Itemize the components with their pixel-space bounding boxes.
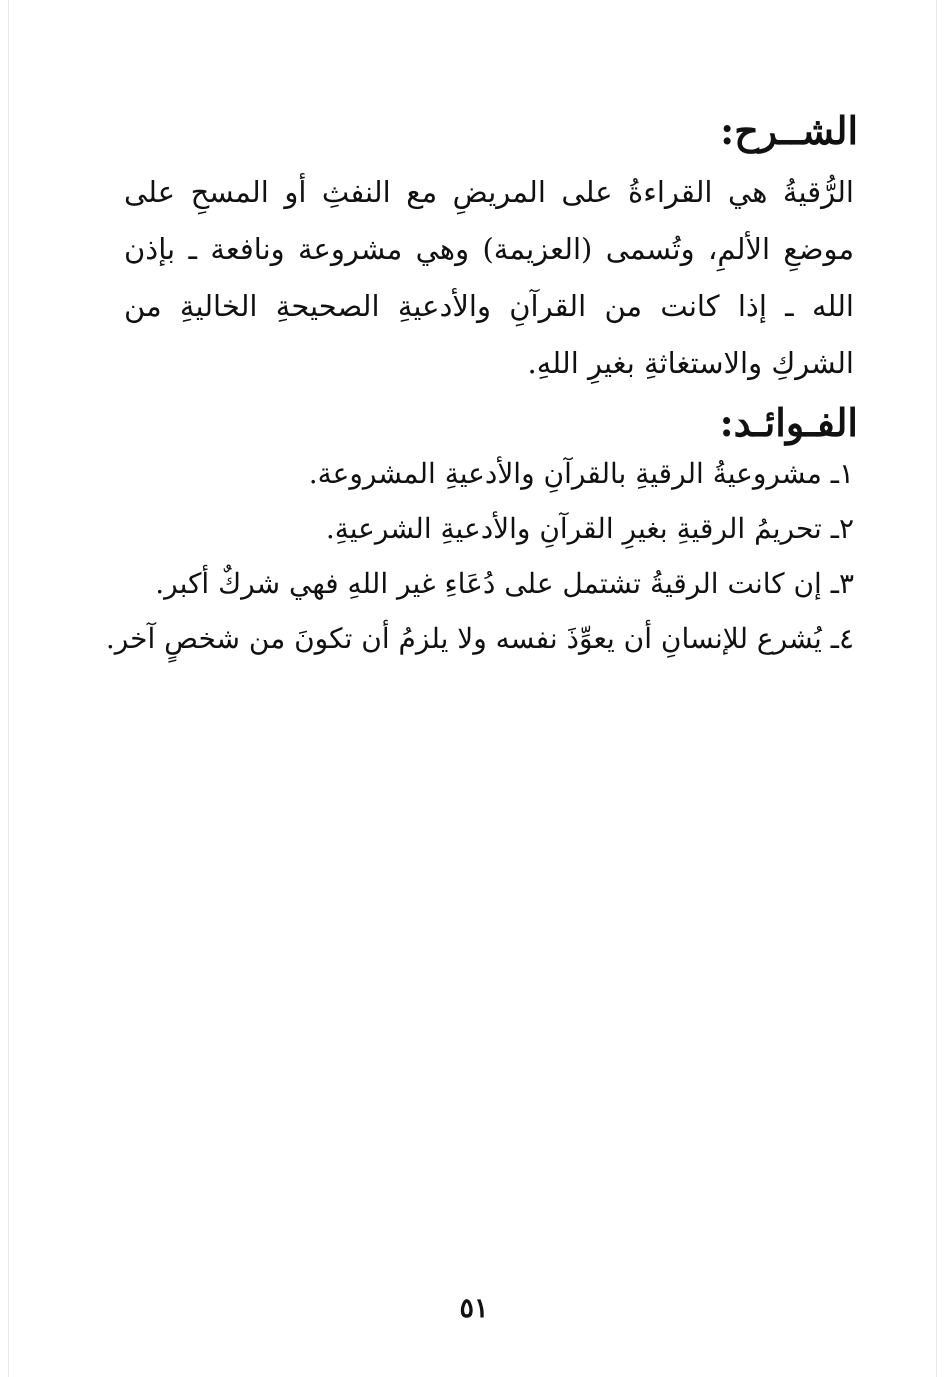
benefit-item-3: ٣ـ إن كانت الرقيةُ تشتمل على دُعَاءِ غير اللهِ فهي شركٌ أكبر. (155, 567, 854, 600)
benefit-item-1: ١ـ مشروعيةُ الرقيةِ بالقرآنِ والأدعيةِ المشروعة. (308, 457, 854, 490)
page-number: ٥١ (459, 1293, 489, 1324)
sharh-heading: الشــرح: (720, 108, 858, 153)
sharh-paragraph: الرُّقيةُ هي القراءةُ على المريضِ مع النفثِ أو المسحِ على موضعِ الألمِ، وتُسمى (العزيمة) وهي مشروعة ونافعة ـ بإذن الله ـ إذا كانت من القرآنِ والأدعيةِ الصحيحةِ الخاليةِ من الشركِ والاستغاثةِ بغيرِ اللهِ. (124, 175, 854, 380)
benefit-item-2: ٢ـ تحريمُ الرقيةِ بغيرِ القرآنِ والأدعيةِ الشرعيةِ. (325, 512, 854, 545)
benefit-item-4: ٤ـ يُشرع للإنسانِ أن يعوِّذَ نفسه ولا يلزمُ أن تكونَ من شخصٍ آخر. (105, 622, 854, 655)
fawaid-heading: الفـوائـد: (719, 400, 858, 445)
